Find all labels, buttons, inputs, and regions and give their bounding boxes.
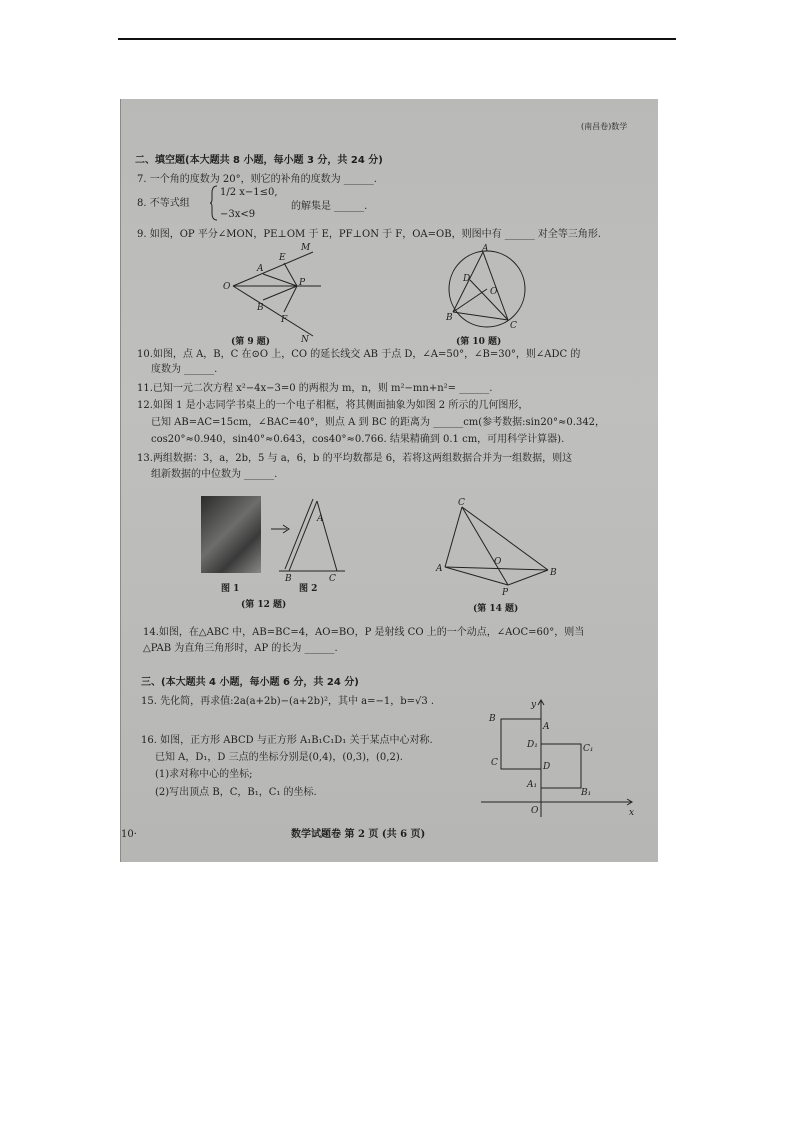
figure-10 (446, 244, 536, 334)
fig10-label-O: O (490, 287, 498, 297)
fig12-label-B: B (285, 574, 292, 584)
page-top-rule (118, 38, 676, 40)
fig12-label-2: 图 2 (299, 584, 318, 594)
header-tag: (南昌卷)数学 (581, 122, 628, 131)
figure-9 (221, 244, 341, 344)
fig9-label-F: F (281, 315, 288, 325)
q8-line2: −3x<9 (220, 209, 256, 220)
question-8-prefix: 8. 不等式组 (137, 198, 190, 209)
fig10-label-D: D (463, 274, 471, 284)
fig14-caption: (第 14 题) (473, 604, 519, 614)
fig9-label-P: P (299, 278, 306, 288)
question-16-line2: 已知 A，D₁，D 三点的坐标分别是(0,4)，(0,3)，(0,2). (155, 752, 403, 763)
question-16-line4: (2)写出顶点 B，C，B₁，C₁ 的坐标. (155, 787, 317, 798)
fig10-label-C: C (510, 321, 517, 331)
question-10-line1: 10.如图，点 A，B，C 在⊙O 上，CO 的延长线交 AB 于点 D，∠A=50°，∠B=30°，则∠ADC 的 (137, 349, 581, 360)
section2-title: 二、填空题(本大题共 8 小题，每小题 3 分，共 24 分) (135, 155, 383, 166)
question-13-line1: 13.两组数据：3，a，2b，5 与 a，6，b 的平均数都是 6，若将这两组数据合并为一组数据，则这 (137, 453, 573, 464)
fig10-label-A: A (482, 244, 489, 254)
fig10-label-B: B (446, 313, 453, 323)
fig16-label-A1: A₁ (527, 780, 538, 790)
question-11: 11.已知一元二次方程 x²−4x−3=0 的两根为 m，n，则 m²−mn+n²= ______. (137, 383, 493, 394)
q8-brace (210, 185, 218, 221)
fig16-label-D1: D₁ (527, 740, 538, 750)
fig9-label-E: E (279, 253, 286, 263)
fig16-label-C: C (491, 758, 498, 768)
fig12-label-A: A (317, 514, 324, 524)
fig9-label-O: O (223, 282, 231, 292)
fig14-label-P: P (502, 588, 509, 598)
question-12-line2: 已知 AB=AC=15cm，∠BAC=40°，则点 A 到 BC 的距离为 ______cm(参考数据:sin20°≈0.342， (151, 417, 606, 428)
question-9: 9. 如图，OP 平分∠MON，PE⊥OM 于 E，PF⊥ON 于 F，OA=OB，则图中有 ______ 对全等三角形. (137, 229, 602, 240)
figure-16-coordinate (481, 699, 641, 824)
figure-12-diagram (279, 497, 349, 582)
photo-frame-image (201, 496, 261, 573)
question-14-line1: 14.如图，在△ABC 中，AB=BC=4，AO=BO，P 是射线 CO 上的一个动点，∠AOC=60°，则当 (143, 627, 585, 638)
q8-suffix: 的解集是 ______. (291, 201, 368, 212)
fig16-label-D: D (543, 762, 551, 772)
fig9-label-M: M (301, 243, 311, 253)
question-13-line2: 组新数据的中位数为 ______. (151, 469, 278, 480)
fig16-label-B: B (489, 714, 496, 724)
footer-page-left: 10· (121, 829, 137, 840)
footer-page-info: 数学试题卷 第 2 页 (共 6 页) (291, 829, 426, 840)
fig9-label-A: A (257, 264, 264, 274)
fig12-label-C: C (329, 574, 336, 584)
question-15: 15. 先化简，再求值:2a(a+2b)−(a+2b)²，其中 a=−1，b=√3 . (141, 696, 435, 707)
q8-line1: 1/2 x−1≤0, (220, 187, 278, 198)
fig16-label-A: A (543, 722, 550, 732)
fig16-label-B1: B₁ (581, 788, 592, 798)
fig16-label-O: O (531, 806, 539, 816)
question-16-line3: (1)求对称中心的坐标; (155, 769, 253, 780)
fig16-label-x: x (629, 808, 635, 818)
figure-14 (436, 498, 566, 598)
question-14-line2: △PAB 为直角三角形时，AP 的长为 ______. (143, 643, 338, 654)
fig14-label-C: C (458, 498, 465, 508)
question-10-line2: 度数为 ______. (151, 364, 218, 375)
fig14-label-B: B (550, 568, 557, 578)
fig16-label-C1: C₁ (583, 744, 594, 754)
question-12-line3: cos20°≈0.940，sin40°≈0.643，cos40°≈0.766. 结果精确到 0.1 cm，可用科学计算器). (151, 434, 565, 445)
fig14-label-A: A (436, 564, 443, 574)
exam-page-photo (120, 99, 658, 862)
fig12-label-1: 图 1 (221, 584, 240, 594)
section3-title: 三、(本大题共 4 小题，每小题 6 分，共 24 分) (141, 677, 359, 688)
fig10-caption: (第 10 题) (456, 337, 502, 347)
question-16-line1: 16. 如图，正方形 ABCD 与正方形 A₁B₁C₁D₁ 关于某点中心对称. (141, 735, 433, 746)
fig12-caption: (第 12 题) (241, 600, 287, 610)
fig9-label-B: B (257, 303, 264, 313)
question-12-line1: 12.如图 1 是小志同学书桌上的一个电子相框，将其侧面抽象为如图 2 所示的几何图形， (137, 400, 529, 411)
fig16-label-y: y (531, 700, 537, 710)
fig9-label-N: N (301, 335, 309, 345)
fig14-label-O: O (494, 557, 502, 567)
fig9-caption: (第 9 题) (231, 337, 271, 347)
question-7: 7. 一个角的度数为 20°，则它的补角的度数为 ______. (137, 174, 377, 185)
